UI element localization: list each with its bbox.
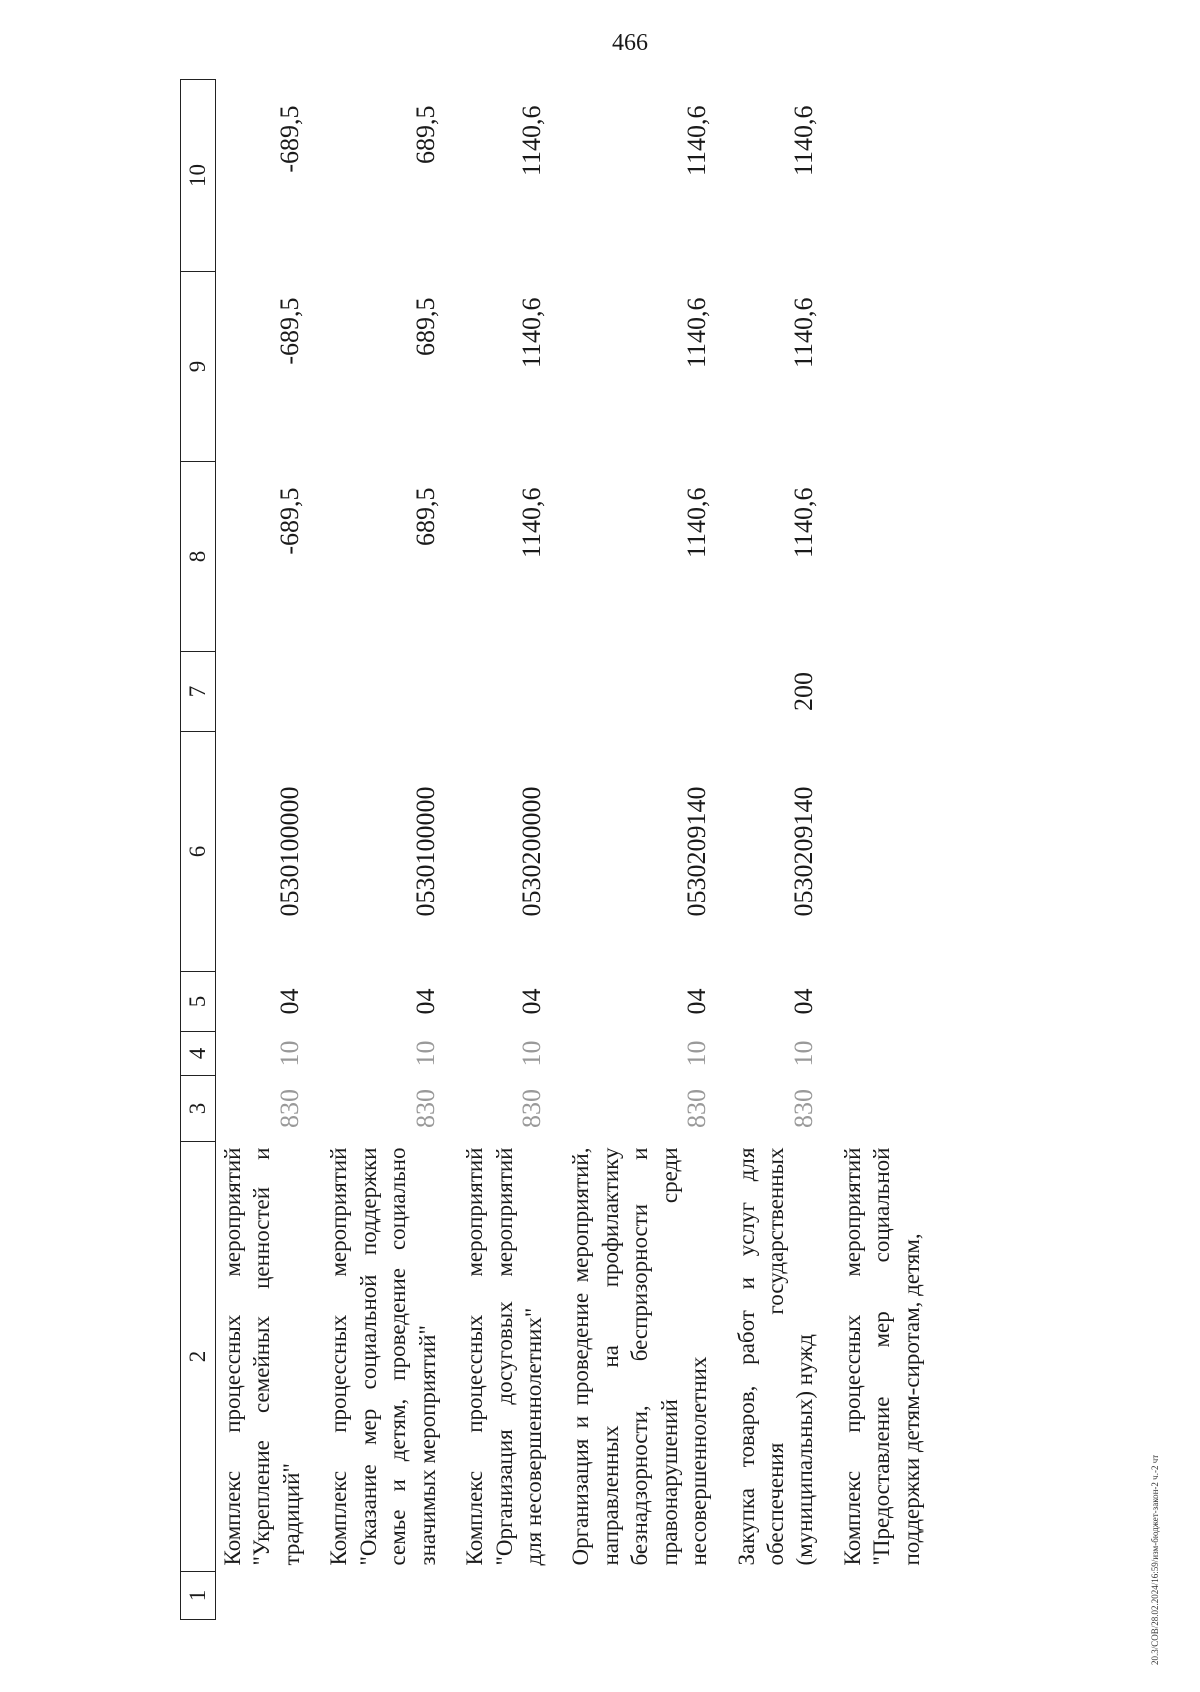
- cell-target-code: 0530100000: [410, 786, 440, 917]
- rotated-table-sheet: [180, 80, 980, 1620]
- cell-amount-col-10: -689,5: [275, 105, 305, 173]
- header-col-5: 5: [181, 972, 216, 1032]
- cell-ministry-code: [820, 1076, 926, 1142]
- cell-amount-col-9: -689,5: [275, 297, 305, 365]
- cell-amount-col-9: 689,5: [410, 297, 440, 356]
- cell-subsection: 04: [517, 988, 547, 1015]
- header-col-2: 2: [181, 1142, 216, 1572]
- header-col-3: 3: [181, 1076, 216, 1142]
- cell-amount-col-8: 1140,6: [517, 487, 547, 559]
- cell-amount-col-9: 1140,6: [788, 297, 818, 369]
- document-footer-code: 20.3/СОВ/28.02.2024/16:59/изм-бюджет-закон-2 ч.-2 чт: [1150, 1454, 1160, 1665]
- cell-col-1: [216, 1572, 307, 1620]
- header-col-9: 9: [181, 272, 216, 462]
- table-row: [216, 80, 307, 1620]
- cell-ministry-code: 830: [788, 1089, 818, 1128]
- header-col-1: 1: [181, 1572, 216, 1620]
- cell-section: [820, 1032, 926, 1076]
- cell-name: Комплекс процессных мероприятий "Оказание мер социальной поддержки семье и детям, проведение социально значимых мероприятий": [326, 1147, 440, 1566]
- cell-subsection: 04: [682, 988, 712, 1015]
- cell-col-1: [442, 1572, 548, 1620]
- cell-amount-col-10: 1140,6: [517, 105, 547, 177]
- cell-col-1: [548, 1572, 713, 1620]
- table-row: [442, 80, 548, 1620]
- cell-section: 10: [788, 1040, 818, 1067]
- cell-amount-col-8: [820, 462, 926, 652]
- cell-subsection: 04: [275, 988, 305, 1015]
- header-col-8: 8: [181, 462, 216, 652]
- cell-section: 10: [410, 1040, 440, 1067]
- cell-name: Организация и проведение мероприятий, направленных на профилактику безнадзорности, беспризорности и правонарушений среди несовершеннолетних: [568, 1147, 712, 1566]
- cell-col-1: [820, 1572, 926, 1620]
- cell-target-code: 0530100000: [275, 786, 305, 917]
- cell-amount-col-9: 1140,6: [682, 297, 712, 369]
- cell-ministry-code: 830: [682, 1089, 712, 1128]
- cell-amount-col-9: 1140,6: [517, 297, 547, 369]
- cell-ministry-code: 830: [275, 1089, 305, 1128]
- header-col-7: 7: [181, 652, 216, 732]
- cell-expense-type: [820, 652, 926, 732]
- cell-name: Комплекс процессных мероприятий "Укрепление семейных ценностей и традиций": [220, 1147, 304, 1566]
- cell-expense-type: [442, 652, 548, 732]
- cell-amount-col-8: -689,5: [275, 487, 305, 555]
- cell-amount-col-8: 689,5: [410, 487, 440, 546]
- header-col-10: 10: [181, 80, 216, 272]
- cell-section: 10: [517, 1040, 547, 1067]
- cell-name: Закупка товаров, работ и услуг для обеспечения государственных (муниципальных) нужд: [733, 1147, 818, 1566]
- header-row: [181, 80, 216, 1620]
- cell-name: Комплекс процессных мероприятий "Организация досуговых мероприятий для несовершеннолетних": [462, 1147, 546, 1566]
- cell-target-code: 0530209140: [682, 786, 712, 917]
- cell-col-1: [306, 1572, 442, 1620]
- budget-table: [180, 79, 926, 1620]
- cell-amount-col-9: [820, 272, 926, 462]
- cell-target-code: 0530209140: [788, 786, 818, 917]
- cell-subsection: 04: [410, 988, 440, 1015]
- cell-ministry-code: 830: [410, 1089, 440, 1128]
- cell-subsection: 04: [788, 988, 818, 1015]
- table-row: [714, 80, 820, 1620]
- cell-amount-col-8: 1140,6: [788, 487, 818, 559]
- cell-amount-col-10: [820, 80, 926, 272]
- header-col-6: 6: [181, 732, 216, 972]
- cell-ministry-code: 830: [517, 1089, 547, 1128]
- cell-expense-type: [306, 652, 442, 732]
- cell-subsection: [820, 972, 926, 1032]
- cell-section: 10: [682, 1040, 712, 1067]
- cell-target-code: 0530200000: [517, 786, 547, 917]
- table-row: [820, 80, 926, 1620]
- cell-expense-type: [216, 652, 307, 732]
- cell-expense-type: 200: [788, 672, 818, 711]
- cell-amount-col-8: 1140,6: [682, 487, 712, 559]
- table-row: [306, 80, 442, 1620]
- cell-name: Комплекс процессных мероприятий "Предоставление мер социальной поддержки детям-сиротам, детям,: [839, 1147, 924, 1566]
- cell-amount-col-10: 1140,6: [682, 105, 712, 177]
- cell-expense-type: [548, 652, 713, 732]
- cell-col-1: [714, 1572, 820, 1620]
- cell-target-code: [820, 732, 926, 972]
- cell-section: 10: [275, 1040, 305, 1067]
- cell-amount-col-10: 1140,6: [788, 105, 818, 177]
- table-row: [548, 80, 713, 1620]
- page-number: 466: [612, 30, 648, 56]
- header-col-4: 4: [181, 1032, 216, 1076]
- cell-amount-col-10: 689,5: [410, 105, 440, 164]
